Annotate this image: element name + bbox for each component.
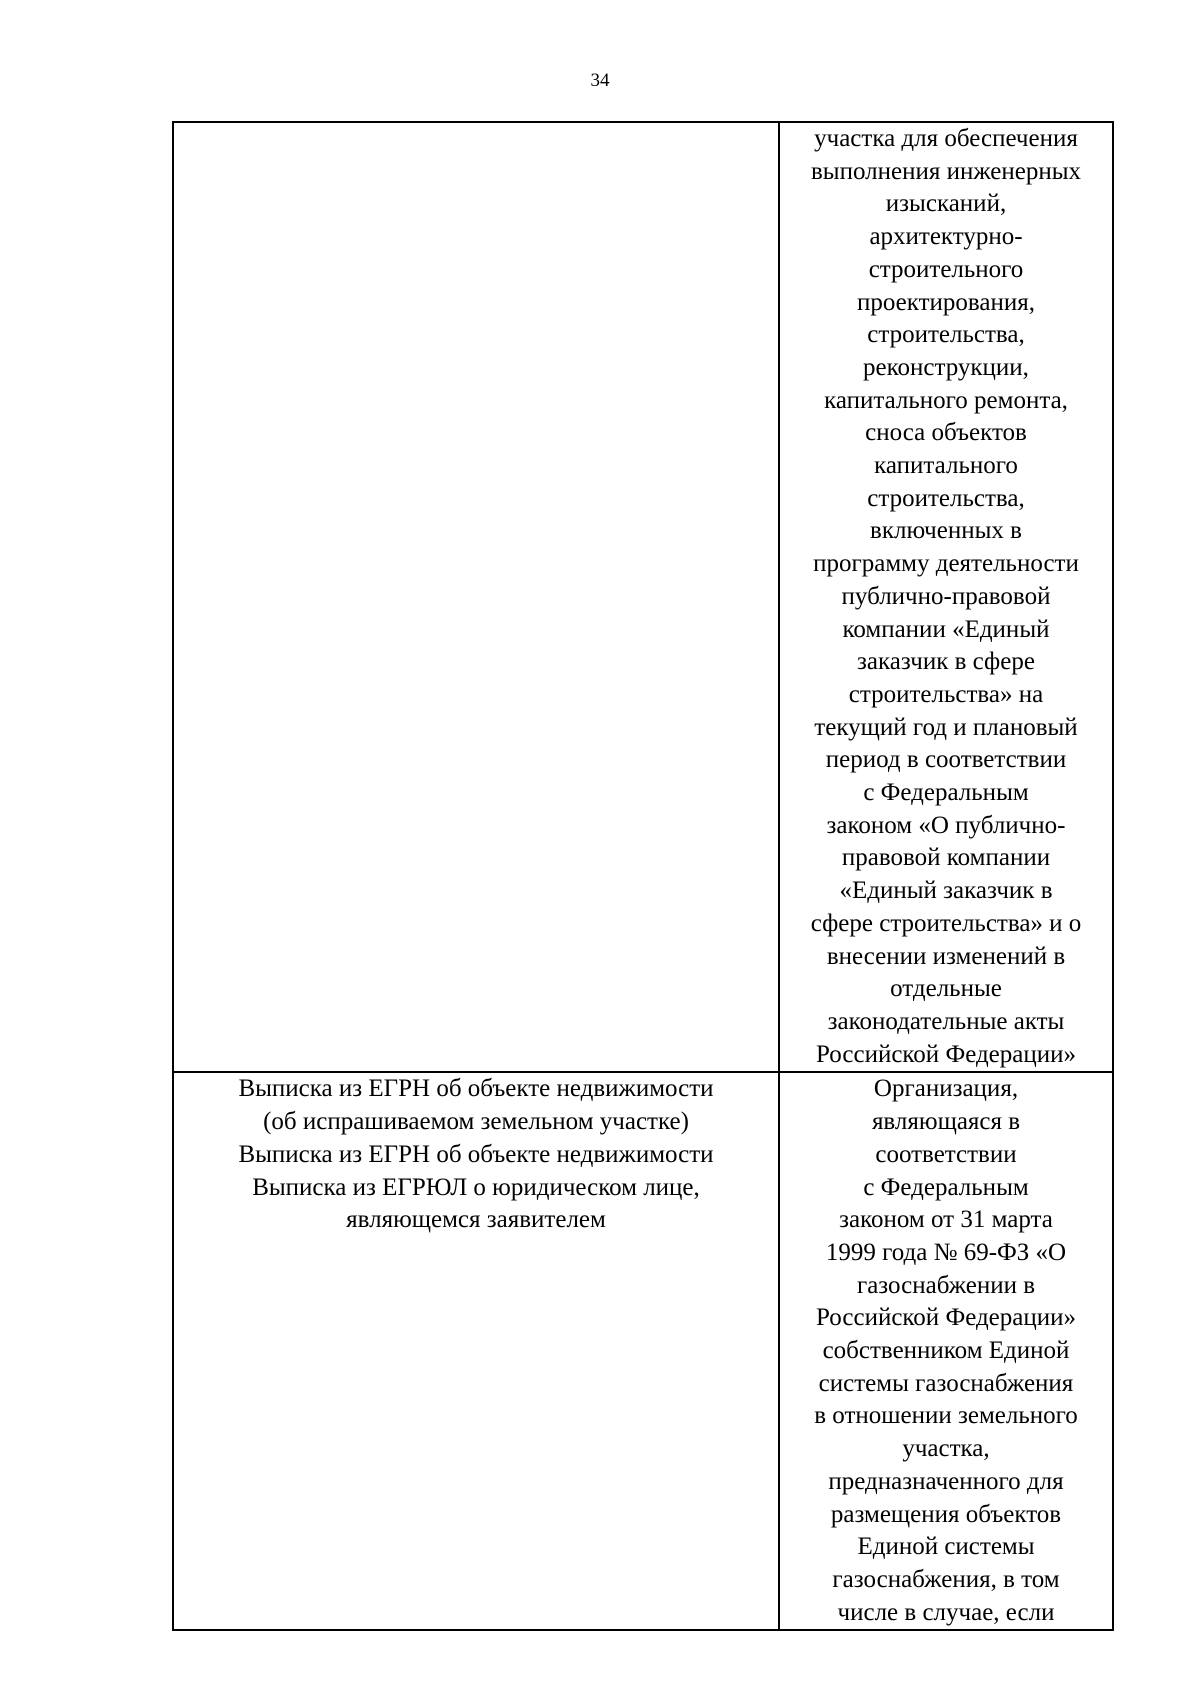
applicant-line: с Федеральным [863,779,1029,807]
document-line: Выписка из ЕГРЮЛ о юридическом лице, [252,1173,700,1201]
applicant-line: законом от 31 марта [839,1206,1053,1234]
applicant-line: участка, [902,1435,990,1463]
applicant-line: предназначенного для [828,1467,1064,1495]
page-number: 34 [590,70,610,91]
applicant-line: программу деятельности [813,550,1079,578]
table-row [173,122,1113,1072]
applicant-line: сноса объектов [865,419,1027,447]
applicant-line: участка для обеспечения [814,125,1078,152]
applicant-line: сфере строительства» и о [810,909,1082,937]
applicant-line: проектирования, [857,288,1035,316]
documents-cell [173,122,779,1072]
applicant-line: с Федеральным [863,1173,1029,1201]
applicant-line: числе в случае, если [837,1598,1055,1626]
document-line: являющемся заявителем [346,1206,606,1234]
applicant-line: изысканий, [885,190,1007,218]
applicant-line: собственником Единой [822,1337,1070,1365]
applicant-line: размещения объектов [830,1500,1062,1528]
applicant-line: внесении изменений в [826,942,1066,970]
applicant-line: публично-правовой [841,582,1051,610]
applicant-line: включенных в [870,517,1022,545]
applicant-line: строительства» на [848,680,1044,708]
applicant-line: в отношении земельного [814,1402,1078,1430]
applicant-line: строительного [868,255,1024,283]
document-line: Выписка из ЕГРН об объекте недвижимости [238,1140,714,1168]
applicant-line: компании «Единый [842,615,1050,643]
applicant-line: Единой системы [857,1533,1035,1561]
applicant-line: выполнения инженерных [810,157,1082,185]
document-line: (об испрашиваемом земельном участке) [263,1108,689,1136]
applicant-line: 1999 года № 69-ФЗ «О [825,1238,1067,1266]
applicant-line: Организация, [873,1075,1019,1103]
applicant-line: капитального ремонта, [824,386,1068,414]
applicant-cell [779,122,1113,1072]
applicant-line: заказчик в сфере [857,648,1035,676]
applicant-line: соответствии [875,1140,1017,1168]
applicant-line: системы газоснабжения [818,1369,1074,1397]
applicant-line: Российской Федерации» [815,1304,1077,1332]
applicant-line: текущий год и плановый [814,713,1078,741]
applicant-line: газоснабжения, в том [832,1565,1060,1593]
applicant-line: архитектурно- [869,223,1023,251]
applicant-line: законодательные акты [827,1007,1065,1035]
applicant-line: являющаяся в [871,1108,1021,1136]
applicant-line: строительства, [867,321,1025,349]
applicant-cell [779,1072,1113,1630]
applicant-line: строительства, [867,484,1025,512]
applicant-line: правовой компании [841,844,1051,872]
applicant-line: период в соответствии [825,746,1067,774]
documents-cell [173,1072,779,1630]
applicant-line: Российской Федерации» [815,1040,1077,1068]
document-line: Выписка из ЕГРН об объекте недвижимости [238,1075,714,1103]
applicant-line: газоснабжении в [856,1271,1036,1299]
table-row [173,1072,1113,1630]
applicant-line: законом «О публично- [826,811,1066,839]
document-table [172,121,1114,1631]
applicant-line: реконструкции, [863,353,1029,381]
applicant-line: «Единый заказчик в [839,877,1053,905]
applicant-line: капитального [874,452,1018,480]
applicant-line: отдельные [890,975,1002,1003]
